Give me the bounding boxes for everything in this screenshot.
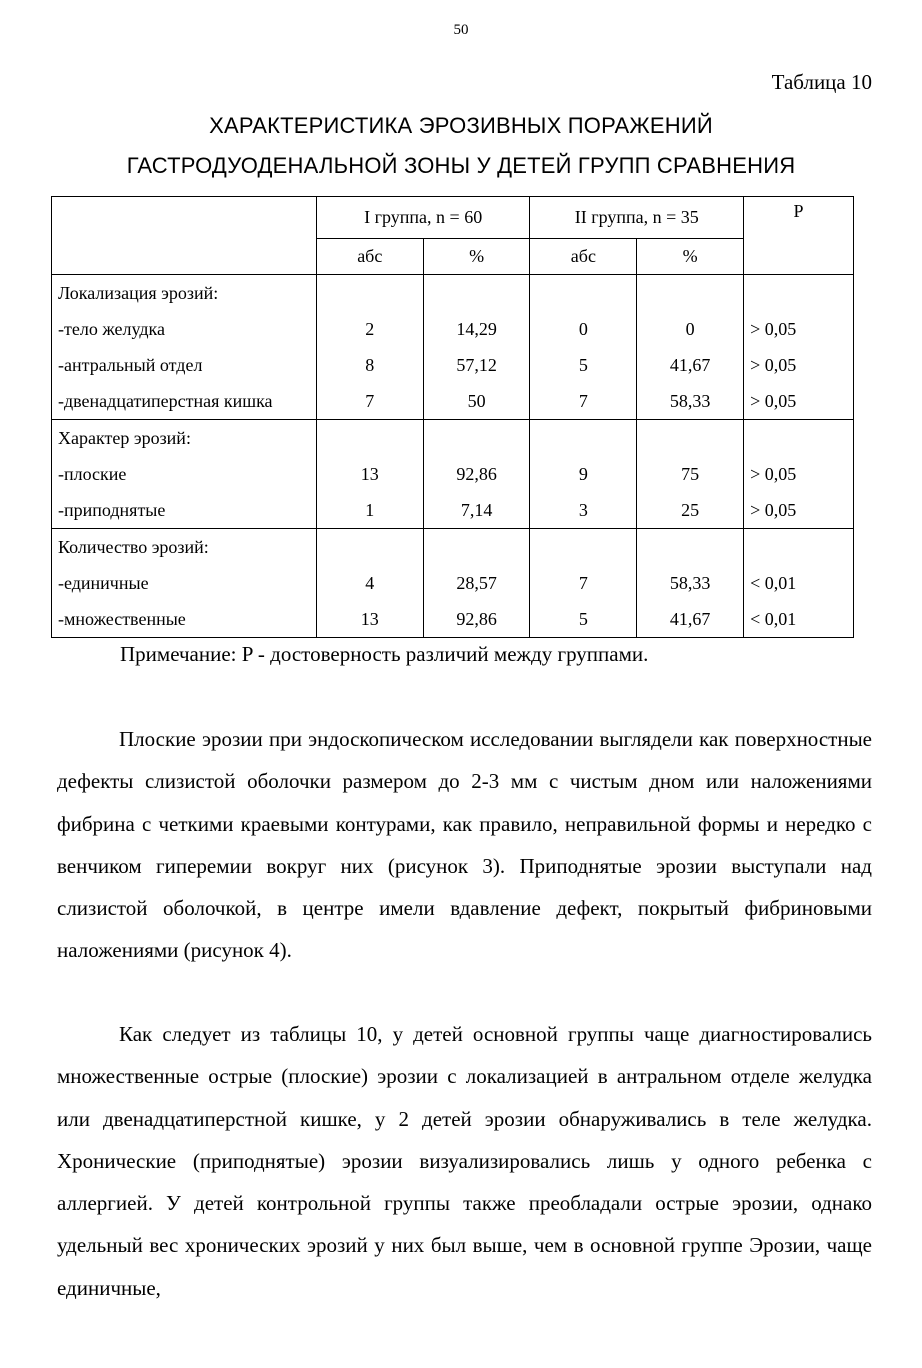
table-body bbox=[52, 274, 854, 637]
p-value: < 0,01 bbox=[750, 608, 797, 629]
group2-pct-value: 0 bbox=[685, 318, 695, 339]
row-label: -множественные bbox=[58, 608, 186, 629]
row-label: -приподнятые bbox=[58, 499, 166, 520]
group1-pct-value: 50 bbox=[467, 390, 486, 411]
group1-pct-value: 28,57 bbox=[456, 572, 497, 593]
group2-abs-value: 0 bbox=[578, 318, 588, 339]
group2-abs-value: 7 bbox=[578, 390, 588, 411]
group2-pct-value: 58,33 bbox=[669, 572, 711, 593]
group1-pct-value-cell bbox=[423, 274, 530, 419]
paragraph-text: Как следует из таблицы 10, у детей основной группы чаще диагностировались множественные острые (плоские) эрозии с локализацией в антральном отделе желудка или двенадцатиперстной кишке, у 2 детей эрозии обнаруживались в теле желудка. Хронические (приподнятые) эрозии визуализировались лишь у одного ребенка с аллергией. У детей контрольной группы также преобладали острые эрозии, однако удельный вес хронических эрозий у них был выше, чем в основной группе Эрозии, чаще единичные, bbox=[57, 1022, 872, 1300]
group1-abs-value-cell bbox=[316, 419, 423, 528]
table-group-row bbox=[52, 528, 854, 637]
group1-abs-value: 8 bbox=[365, 354, 375, 375]
group2-abs-value-cell bbox=[530, 274, 637, 419]
table-caption: Таблица 10 bbox=[771, 70, 872, 94]
group2-abs-value: 5 bbox=[578, 608, 588, 629]
group-title: Характер эрозий: bbox=[58, 427, 191, 448]
group2-pct-value: 58,33 bbox=[669, 390, 711, 411]
row-label: -антральный отдел bbox=[58, 354, 203, 375]
group2-abs-value: 5 bbox=[578, 354, 588, 375]
p-value: > 0,05 bbox=[750, 390, 797, 411]
row-label-cell bbox=[52, 419, 317, 528]
p-value: > 0,05 bbox=[750, 318, 797, 339]
group-title: Количество эрозий: bbox=[58, 536, 209, 557]
group2-pct-value: 41,67 bbox=[669, 354, 711, 375]
group1-abs-value: 7 bbox=[365, 390, 375, 411]
body-paragraph-1 bbox=[57, 718, 872, 972]
group2-abs-value: 7 bbox=[578, 572, 588, 593]
page-number: 50 bbox=[453, 22, 469, 38]
group1-header: I группа, n = 60 bbox=[316, 197, 530, 239]
group2-pct-value-cell bbox=[637, 528, 744, 637]
erosion-characteristics-table bbox=[51, 196, 854, 638]
row-label: -двенадцатиперстная кишка bbox=[58, 390, 273, 411]
header-blank-cell bbox=[52, 197, 317, 239]
group1-abs-value-cell bbox=[316, 528, 423, 637]
table-title-line-1: ХАРАКТЕРИСТИКА ЭРОЗИВНЫХ ПОРАЖЕНИЙ bbox=[209, 113, 713, 138]
group2-pct-value: 75 bbox=[681, 463, 700, 484]
group1-pct-value-cell bbox=[423, 528, 530, 637]
group1-pct-value: 92,86 bbox=[456, 463, 497, 484]
p-value: > 0,05 bbox=[750, 463, 797, 484]
group2-abs-value: 9 bbox=[578, 463, 588, 484]
group2-pct-value-cell bbox=[637, 274, 744, 419]
group1-abs-value: 4 bbox=[365, 572, 375, 593]
row-label: -тело желудка bbox=[58, 318, 165, 339]
group1-pct-value: 14,29 bbox=[456, 318, 497, 339]
group2-abs-value-cell bbox=[530, 528, 637, 637]
p-value-cell bbox=[744, 419, 854, 528]
group1-abs-value: 13 bbox=[360, 608, 379, 629]
p-value: > 0,05 bbox=[750, 354, 797, 375]
group1-abs-value: 13 bbox=[360, 463, 379, 484]
group1-abs-value: 2 bbox=[365, 318, 375, 339]
group2-pct-value: 41,67 bbox=[669, 608, 711, 629]
group2-abs-value-cell bbox=[530, 419, 637, 528]
p-value-cell bbox=[744, 274, 854, 419]
group2-header: II группа, n = 35 bbox=[530, 197, 744, 239]
group1-pct-value: 7,14 bbox=[460, 499, 493, 520]
group2-abs-value: 3 bbox=[578, 499, 588, 520]
row-label-cell bbox=[52, 274, 317, 419]
table-header-row-2 bbox=[52, 238, 854, 274]
group2-pct-header: % bbox=[637, 238, 744, 274]
group1-abs-value-cell bbox=[316, 274, 423, 419]
group1-abs-header: абс bbox=[316, 238, 423, 274]
group1-pct-value: 92,86 bbox=[456, 608, 497, 629]
p-header: P bbox=[744, 197, 854, 239]
table-group-row bbox=[52, 274, 854, 419]
group2-pct-value: 25 bbox=[681, 499, 700, 520]
row-label: -единичные bbox=[58, 572, 149, 593]
p-value: > 0,05 bbox=[750, 499, 797, 520]
group1-pct-value: 57,12 bbox=[456, 354, 497, 375]
table-group-row bbox=[52, 419, 854, 528]
group-title: Локализация эрозий: bbox=[58, 282, 219, 303]
group1-abs-value: 1 bbox=[365, 499, 375, 520]
group2-pct-value-cell bbox=[637, 419, 744, 528]
p-value: < 0,01 bbox=[750, 572, 797, 593]
table-note: Примечание: P - достоверность различий между группами. bbox=[120, 642, 649, 666]
row-label-cell bbox=[52, 528, 317, 637]
paragraph-text: Плоские эрозии при эндоскопическом исследовании выглядели как поверхностные дефекты слизистой оболочки размером до 2-3 мм с чистым дном или наложениями фибрина с четкими краевыми контурами, как правило, неправильной формы и нередко с венчиком гиперемии вокруг них (рисунок 3). Приподнятые эрозии выступали над слизистой оболочкой, в центре имели вдавление дефект, покрытый фибриновыми наложениями (рисунок 4). bbox=[57, 727, 872, 963]
row-label: -плоские bbox=[58, 463, 127, 484]
group1-pct-header: % bbox=[423, 238, 530, 274]
table-header-row-1 bbox=[52, 197, 854, 239]
group1-pct-value-cell bbox=[423, 419, 530, 528]
group2-abs-header: абс bbox=[530, 238, 637, 274]
table-title-line-2: ГАСТРОДУОДЕНАЛЬНОЙ ЗОНЫ У ДЕТЕЙ ГРУПП СРАВНЕНИЯ bbox=[126, 153, 796, 178]
body-paragraph-2 bbox=[57, 1013, 872, 1309]
p-value-cell bbox=[744, 528, 854, 637]
